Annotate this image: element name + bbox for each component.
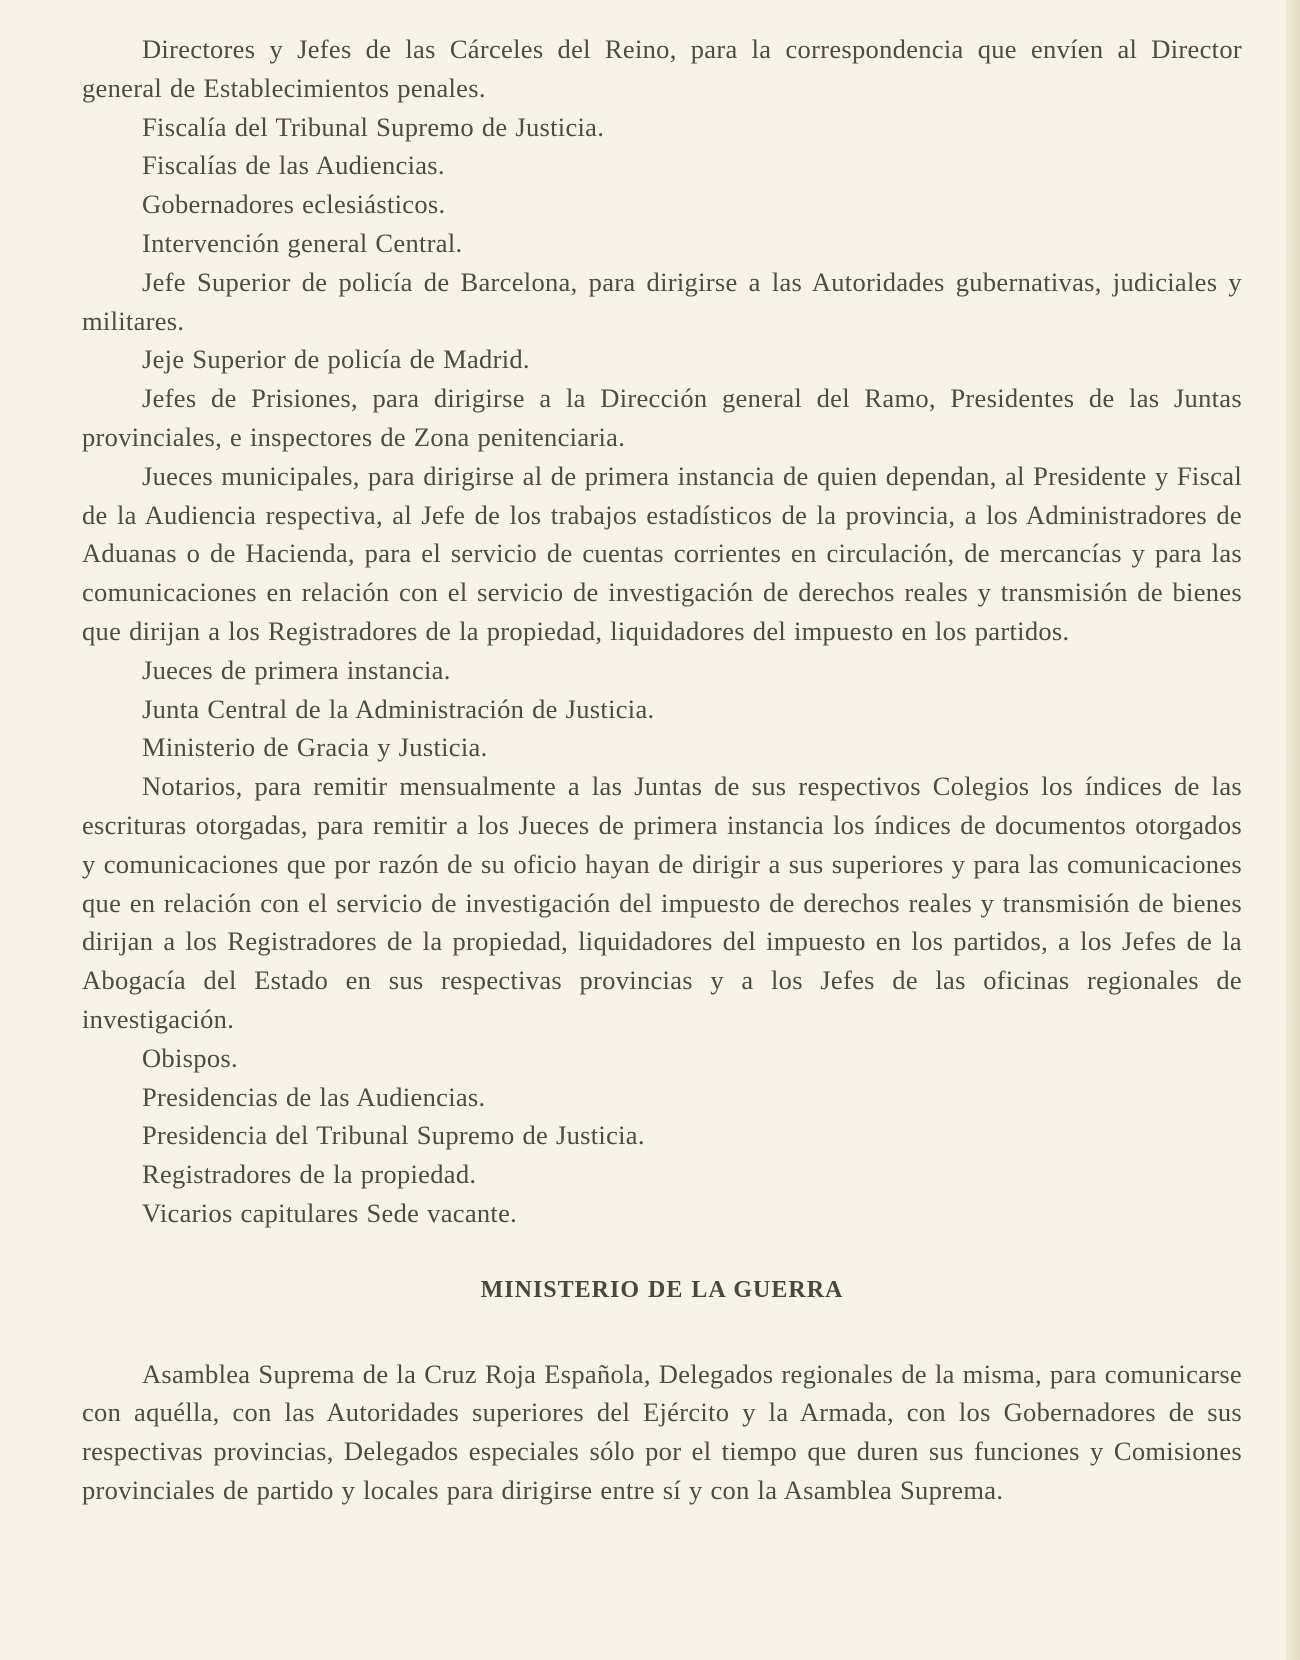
entry-presidencia-tribunal-supremo: Presidencia del Tribunal Supremo de Justicia. bbox=[142, 1120, 645, 1151]
entry-jefes-prisiones: Jefes de Prisiones, para dirigirse a la Dirección general del Ramo, Presidentes de las Juntas provinciales, e inspectores de Zona penitenciaria. bbox=[82, 383, 1242, 452]
page-edge-shadow bbox=[1286, 0, 1300, 1660]
entry-notarios: Notarios, para remitir mensualmente a las Juntas de sus respectivos Colegios los índices de las escrituras otorgadas, para remitir a los Jueces de primera instancia los índices de documentos otorgados y comunicaciones que por razón de su oficio hayan de dirigir a sus superiores y para las comunicaciones que en relación con el servicio de investigación del impuesto de derechos reales y transmisión de bienes dirijan a los Registradores de la propiedad, liquidadores del impuesto en los partidos, a los Jefes de la Abogacía del Estado en sus respectivas provincias y a los Jefes de las oficinas regionales de investigación. bbox=[82, 771, 1242, 1034]
entry-directores-carceles: Directores y Jefes de las Cárceles del Reino, para la correspondencia que envíen al Director general de Establecimientos penales. bbox=[82, 34, 1242, 103]
entry-junta-central: Junta Central de la Administración de Justicia. bbox=[142, 693, 655, 724]
entry-jefe-policia-barcelona: Jefe Superior de policía de Barcelona, para dirigirse a las Autoridades gubernativas, judiciales y militares. bbox=[82, 266, 1242, 336]
section-heading: MINISTERIO DE LA GUERRA bbox=[480, 1276, 844, 1303]
entry-vicarios-capitulares: Vicarios capitulares Sede vacante. bbox=[142, 1197, 518, 1228]
entry-jueces-primera-instancia: Jueces de primera instancia. bbox=[142, 654, 451, 685]
entry-jefe-policia-madrid: Jeje Superior de policía de Madrid. bbox=[142, 344, 530, 375]
entry-obispos: Obispos. bbox=[142, 1042, 238, 1073]
entry-gobernadores-eclesiasticos: Gobernadores eclesiásticos. bbox=[142, 189, 446, 220]
page-content bbox=[82, 30, 1242, 1510]
entry-jueces-municipales: Jueces municipales, para dirigirse al de primera instancia de quien dependan, al Presidente y Fiscal de la Audiencia respectiva, al Jefe de los trabajos estadísticos de la provincia, a los Administradores de Aduanas o de Hacienda, para el servicio de cuentas corrientes en circulación, de mercancías y para las comunicaciones en relación con el servicio de investigación de derechos reales y transmisión de bienes que dirijan a los Registradores de la propiedad, liquidadores del impuesto en los partidos. bbox=[82, 460, 1242, 646]
entry-fiscalias-audiencias: Fiscalías de las Audiencias. bbox=[142, 150, 445, 181]
section-paragraph: Asamblea Suprema de la Cruz Roja Española, Delegados regionales de la misma, para comunicarse con aquélla, con las Autoridades superiores del Ejército y la Armada, con los Gobernadores de sus respectivas provincias, Delegados especiales sólo por el tiempo que duren sus funciones y Comisiones provinciales de partido y locales para dirigirse entre sí y con la Asamblea Suprema. bbox=[82, 1358, 1242, 1505]
entry-presidencias-audiencias: Presidencias de las Audiencias. bbox=[142, 1081, 486, 1112]
entry-fiscalia-tribunal-supremo: Fiscalía del Tribunal Supremo de Justicia. bbox=[142, 111, 605, 142]
entry-registradores-propiedad: Registradores de la propiedad. bbox=[142, 1159, 477, 1190]
entry-ministerio-gracia-justicia: Ministerio de Gracia y Justicia. bbox=[142, 732, 488, 763]
entry-intervencion-general: Intervención general Central. bbox=[142, 227, 463, 258]
